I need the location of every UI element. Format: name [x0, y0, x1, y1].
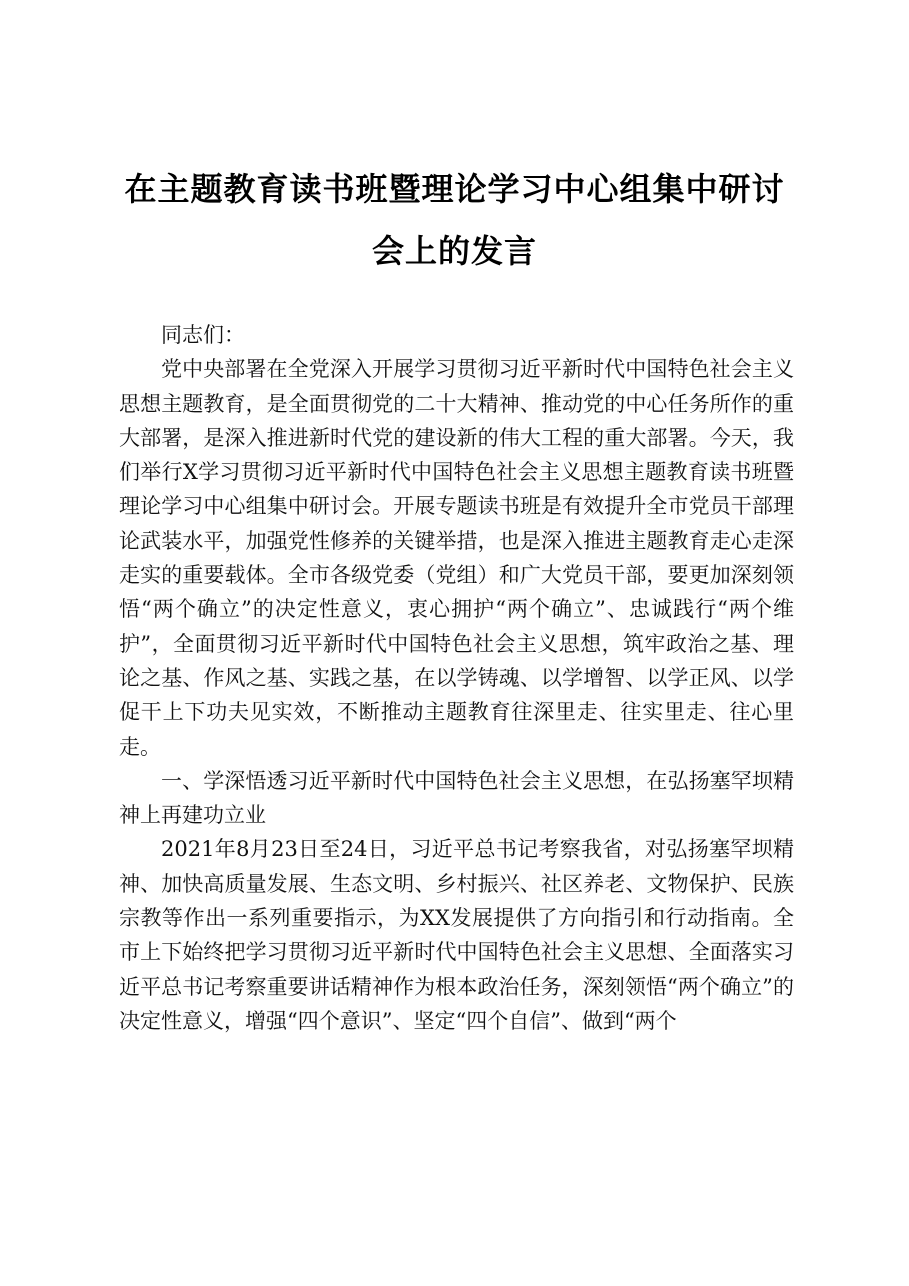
salutation: 同志们： — [161, 323, 245, 347]
body-paragraph: 2021年8月23日至24日，习近平总书记考察我省，对弘扬塞罕坝精神、加快高质量发展、生态文明、乡村振兴、社区养老、文物保护、民族宗教等作出一系列重要指示，为XX发展提供了方向指引和行动指南。全市上下始终把学习贯彻习近平新时代中国特色社会主义思想、全面落实习近平总书记考察重要讲话精神作为根本政治任务，深刻领悟“两个确立”的决定性意义，增强“四个意识”、坚定“四个自信”、做到“两个 — [119, 837, 794, 1033]
title-line-1: 在主题教育读书班暨理论学习中心组集中研讨 — [124, 170, 785, 208]
body-paragraph: 党中央部署在全党深入开展学习贯彻习近平新时代中国特色社会主义思想主题教育，是全面贯彻党的二十大精神、推动党的中心任务所作的重大部署，是深入推进新时代党的建设新的伟大工程的重大部署。今天，我们举行X学习贯彻习近平新时代中国特色社会主义思想主题教育读书班暨理论学习中心组集中研讨会。开展专题读书班是有效提升全市党员干部理论武装水平，加强党性修养的关键举措，也是深入推进主题教育走心走深走实的重要载体。全市各级党委（党组）和广大党员干部，要更加深刻领悟“两个确立”的决定性意义，衷心拥护“两个确立”、忠诚践行“两个维护”，全面贯彻习近平新时代中国特色社会主义思想，筑牢政治之基、理论之基、作风之基、实践之基，在以学铸魂、以学增智、以学正风、以学促干上下功夫见实效，不断推动主题教育往深里走、往实里走、往心里走。 — [119, 357, 794, 759]
section-heading: 一、学深悟透习近平新时代中国特色社会主义思想，在弘扬塞罕坝精神上再建功立业 — [119, 768, 794, 828]
document-body — [119, 318, 794, 1038]
document-title — [100, 158, 809, 282]
title-line-2: 会上的发言 — [371, 232, 537, 270]
